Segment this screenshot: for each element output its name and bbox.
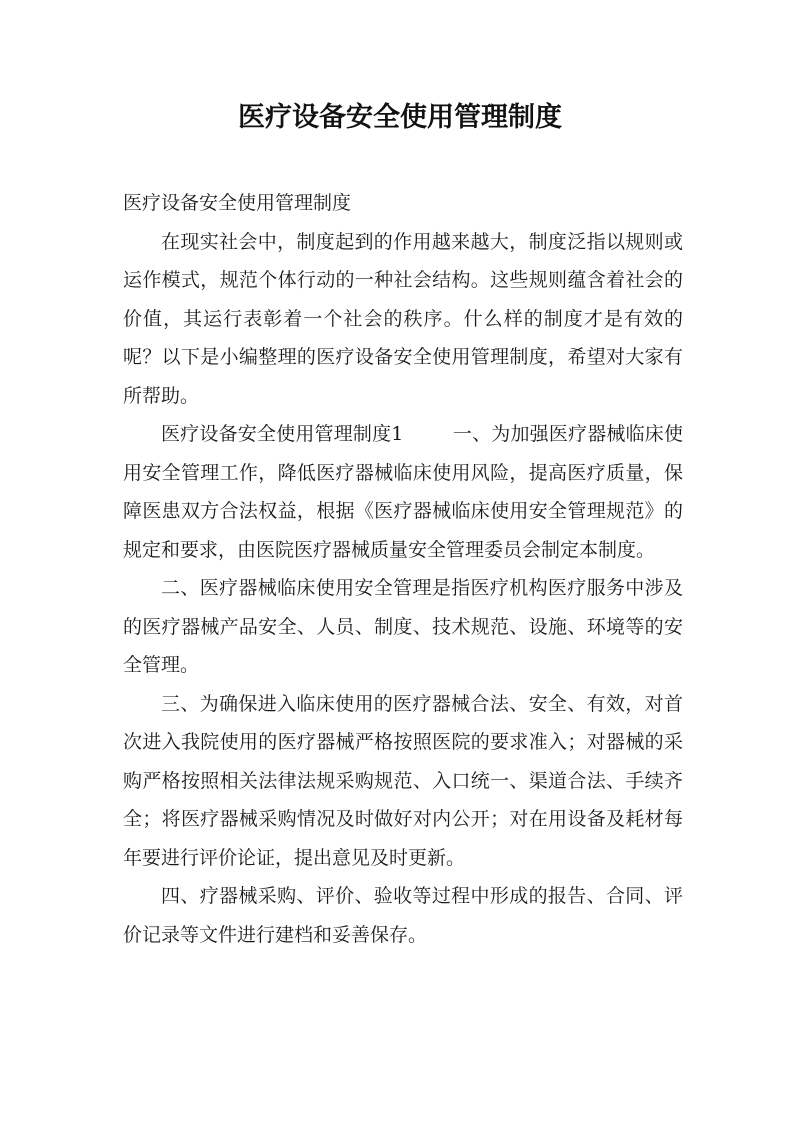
section-paragraph-1 [123,415,683,569]
item-1-text: 一、为加强医疗器械临床使用安全管理工作，降低医疗器械临床使用风险，提高医疗质量，保障医患双方合法权益，根据《医疗器械临床使用安全管理规范》的规定和要求，由医院医疗器械质量安全管理委员会制定本制度。 [123,423,683,561]
document-subtitle: 医疗设备安全使用管理制度 [123,192,352,214]
item-2-paragraph: 二、医疗器械临床使用安全管理是指医疗机构医疗服务中涉及的医疗器械产品安全、人员、制度、技术规范、设施、环境等的安全管理。 [123,577,683,676]
item-4-paragraph: 四、疗器械采购、评价、验收等过程中形成的报告、合同、评价记录等文件进行建档和妥善保存。 [123,885,683,946]
document-title: 医疗设备安全使用管理制度 [238,102,562,133]
section-heading: 医疗设备安全使用管理制度1 [161,423,404,445]
intro-paragraph: 在现实社会中，制度起到的作用越来越大，制度泛指以规则或运作模式，规范个体行动的一种社会结构。这些规则蕴含着社会的价值，其运行表彰着一个社会的秩序。什么样的制度才是有效的呢？以下是小编整理的医疗设备安全使用管理制度，希望对大家有所帮助。 [123,230,683,407]
item-3-paragraph: 三、为确保进入临床使用的医疗器械合法、安全、有效，对首次进入我院使用的医疗器械严格按照医院的要求准入；对器械的采购严格按照相关法律法规采购规范、入口统一、渠道合法、手续齐全；将医疗器械采购情况及时做好对内公开；对在用设备及耗材每年要进行评价论证，提出意见及时更新。 [123,692,683,869]
document-body [123,184,683,954]
